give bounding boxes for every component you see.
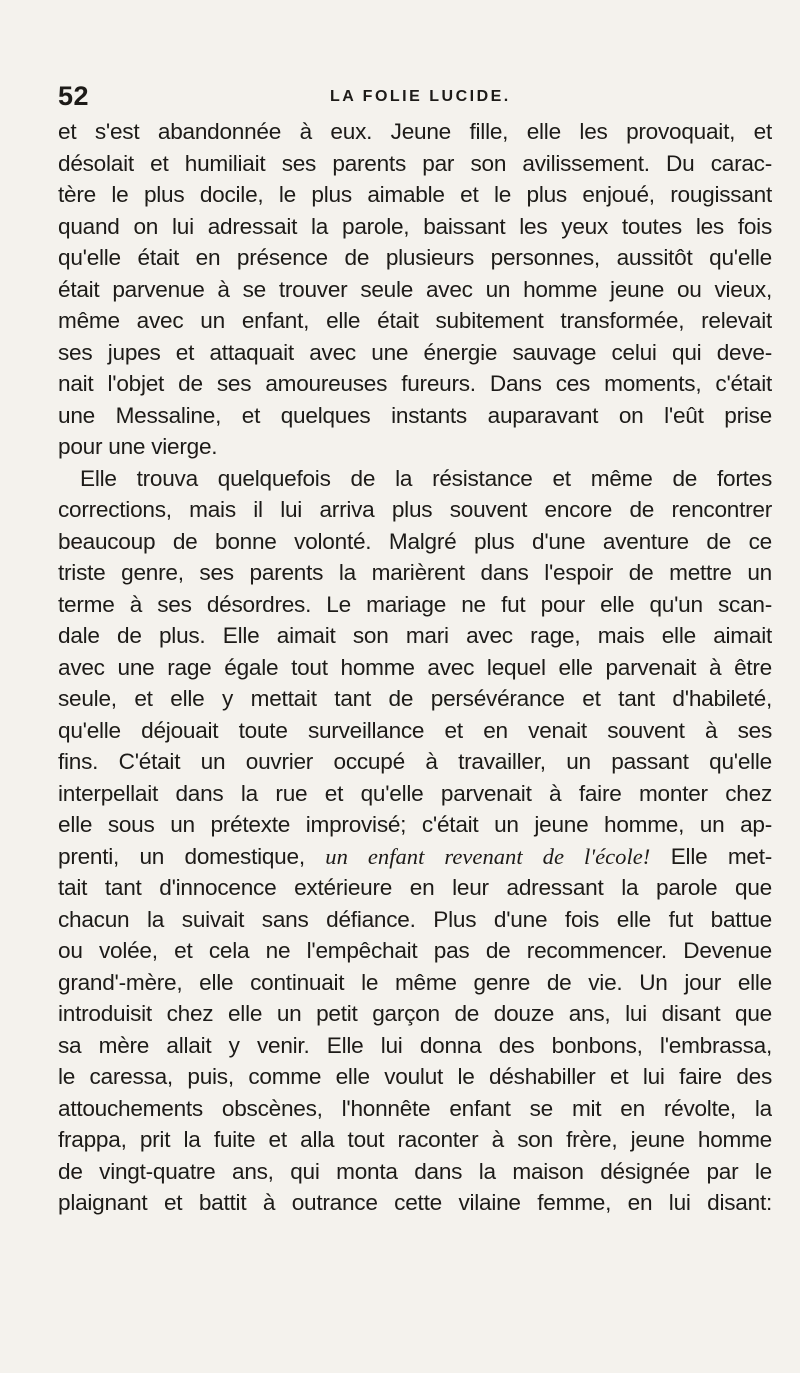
text-line: fins. C'était un ouvrier occupé à travailler, un passant qu'elle <box>58 749 772 774</box>
text-line-mixed <box>58 841 772 873</box>
text-line: désolait et humiliait ses parents par son avilissement. Du carac- <box>58 150 772 176</box>
text-line: était parvenue à se trouver seule avec un homme jeune ou vieux, <box>58 276 772 302</box>
text-line: grand'-mère, elle continuait le même genre de vie. Un jour elle <box>58 969 772 995</box>
text-line: beaucoup de bonne volonté. Malgré plus d'une aventure de ce <box>58 528 772 554</box>
text-line: pour une vierge. <box>58 434 218 459</box>
text-line: terme à ses désordres. Le mariage ne fut pour elle qu'un scan- <box>58 591 772 617</box>
text-line: interpellait dans la rue et qu'elle parvenait à faire monter chez <box>58 780 772 806</box>
page-number: 52 <box>58 81 90 111</box>
text-line: introduisit chez elle un petit garçon de douze ans, lui disant que <box>58 1001 772 1026</box>
text-line: tait tant d'innocence extérieure en leur adressant la parole que <box>58 875 772 900</box>
text-line: seule, et elle y mettait tant de persévérance et tant d'habileté, <box>58 686 772 711</box>
text-line: sa mère allait y venir. Elle lui donna des bonbons, l'embrassa, <box>58 1032 772 1058</box>
text-line: frappa, prit la fuite et alla tout raconter à son frère, jeune homme <box>58 1127 772 1152</box>
text-line: elle sous un prétexte improvisé; c'était un jeune homme, un ap- <box>58 812 772 837</box>
text-line: et s'est abandonnée à eux. Jeune fille, elle les provoquait, et <box>58 119 772 144</box>
text-line: Elle trouva quelquefois de la résistance et même de fortes <box>80 465 772 491</box>
text-line: même avec un enfant, elle était subitement transformée, relevait <box>58 308 772 333</box>
text-line: de vingt-quatre ans, qui monta dans la maison désignée par le <box>58 1158 772 1184</box>
text-line: le caressa, puis, comme elle voulut le déshabiller et lui faire des <box>58 1064 772 1089</box>
text-line: attouchements obscènes, l'honnête enfant se mit en révolte, la <box>58 1095 772 1121</box>
text-line: dale de plus. Elle aimait son mari avec rage, mais elle aimait <box>58 623 772 648</box>
text-line: quand on lui adressait la parole, baissant les yeux toutes les fois <box>58 213 772 239</box>
text-line: nait l'objet de ses amoureuses fureurs. Dans ces moments, c'était <box>58 371 772 396</box>
body-text <box>58 116 772 1219</box>
text-line-end: Elle met- <box>650 843 772 869</box>
text-line: qu'elle était en présence de plusieurs personnes, aussitôt qu'elle <box>58 245 772 270</box>
text-line: plaignant et battit à outrance cette vilaine femme, en lui disant: <box>58 1190 772 1215</box>
text-line: ou volée, et cela ne l'empêchait pas de recommencer. Devenue <box>58 938 772 963</box>
running-head <box>58 80 772 120</box>
running-title: LA FOLIE LUCIDE. <box>330 88 511 105</box>
text-line: avec une rage égale tout homme avec lequel elle parvenait à être <box>58 654 772 680</box>
text-line: tère le plus docile, le plus aimable et le plus enjoué, rougissant <box>58 182 772 207</box>
text-line-start: prenti, un domestique, <box>58 843 326 869</box>
text-line: chacun la suivait sans défiance. Plus d'une fois elle fut battue <box>58 906 772 932</box>
text-line: triste genre, ses parents la marièrent dans l'espoir de mettre un <box>58 560 772 585</box>
text-line: qu'elle déjouait toute surveillance et en venait souvent à ses <box>58 717 772 743</box>
text-line: ses jupes et attaquait avec une énergie sauvage celui qui deve- <box>58 339 772 365</box>
italic-phrase: un enfant revenant de l'école! <box>325 843 651 869</box>
text-line: une Messaline, et quelques instants auparavant on l'eût prise <box>58 402 772 428</box>
text-line: corrections, mais il lui arriva plus souvent encore de rencontrer <box>58 497 772 522</box>
